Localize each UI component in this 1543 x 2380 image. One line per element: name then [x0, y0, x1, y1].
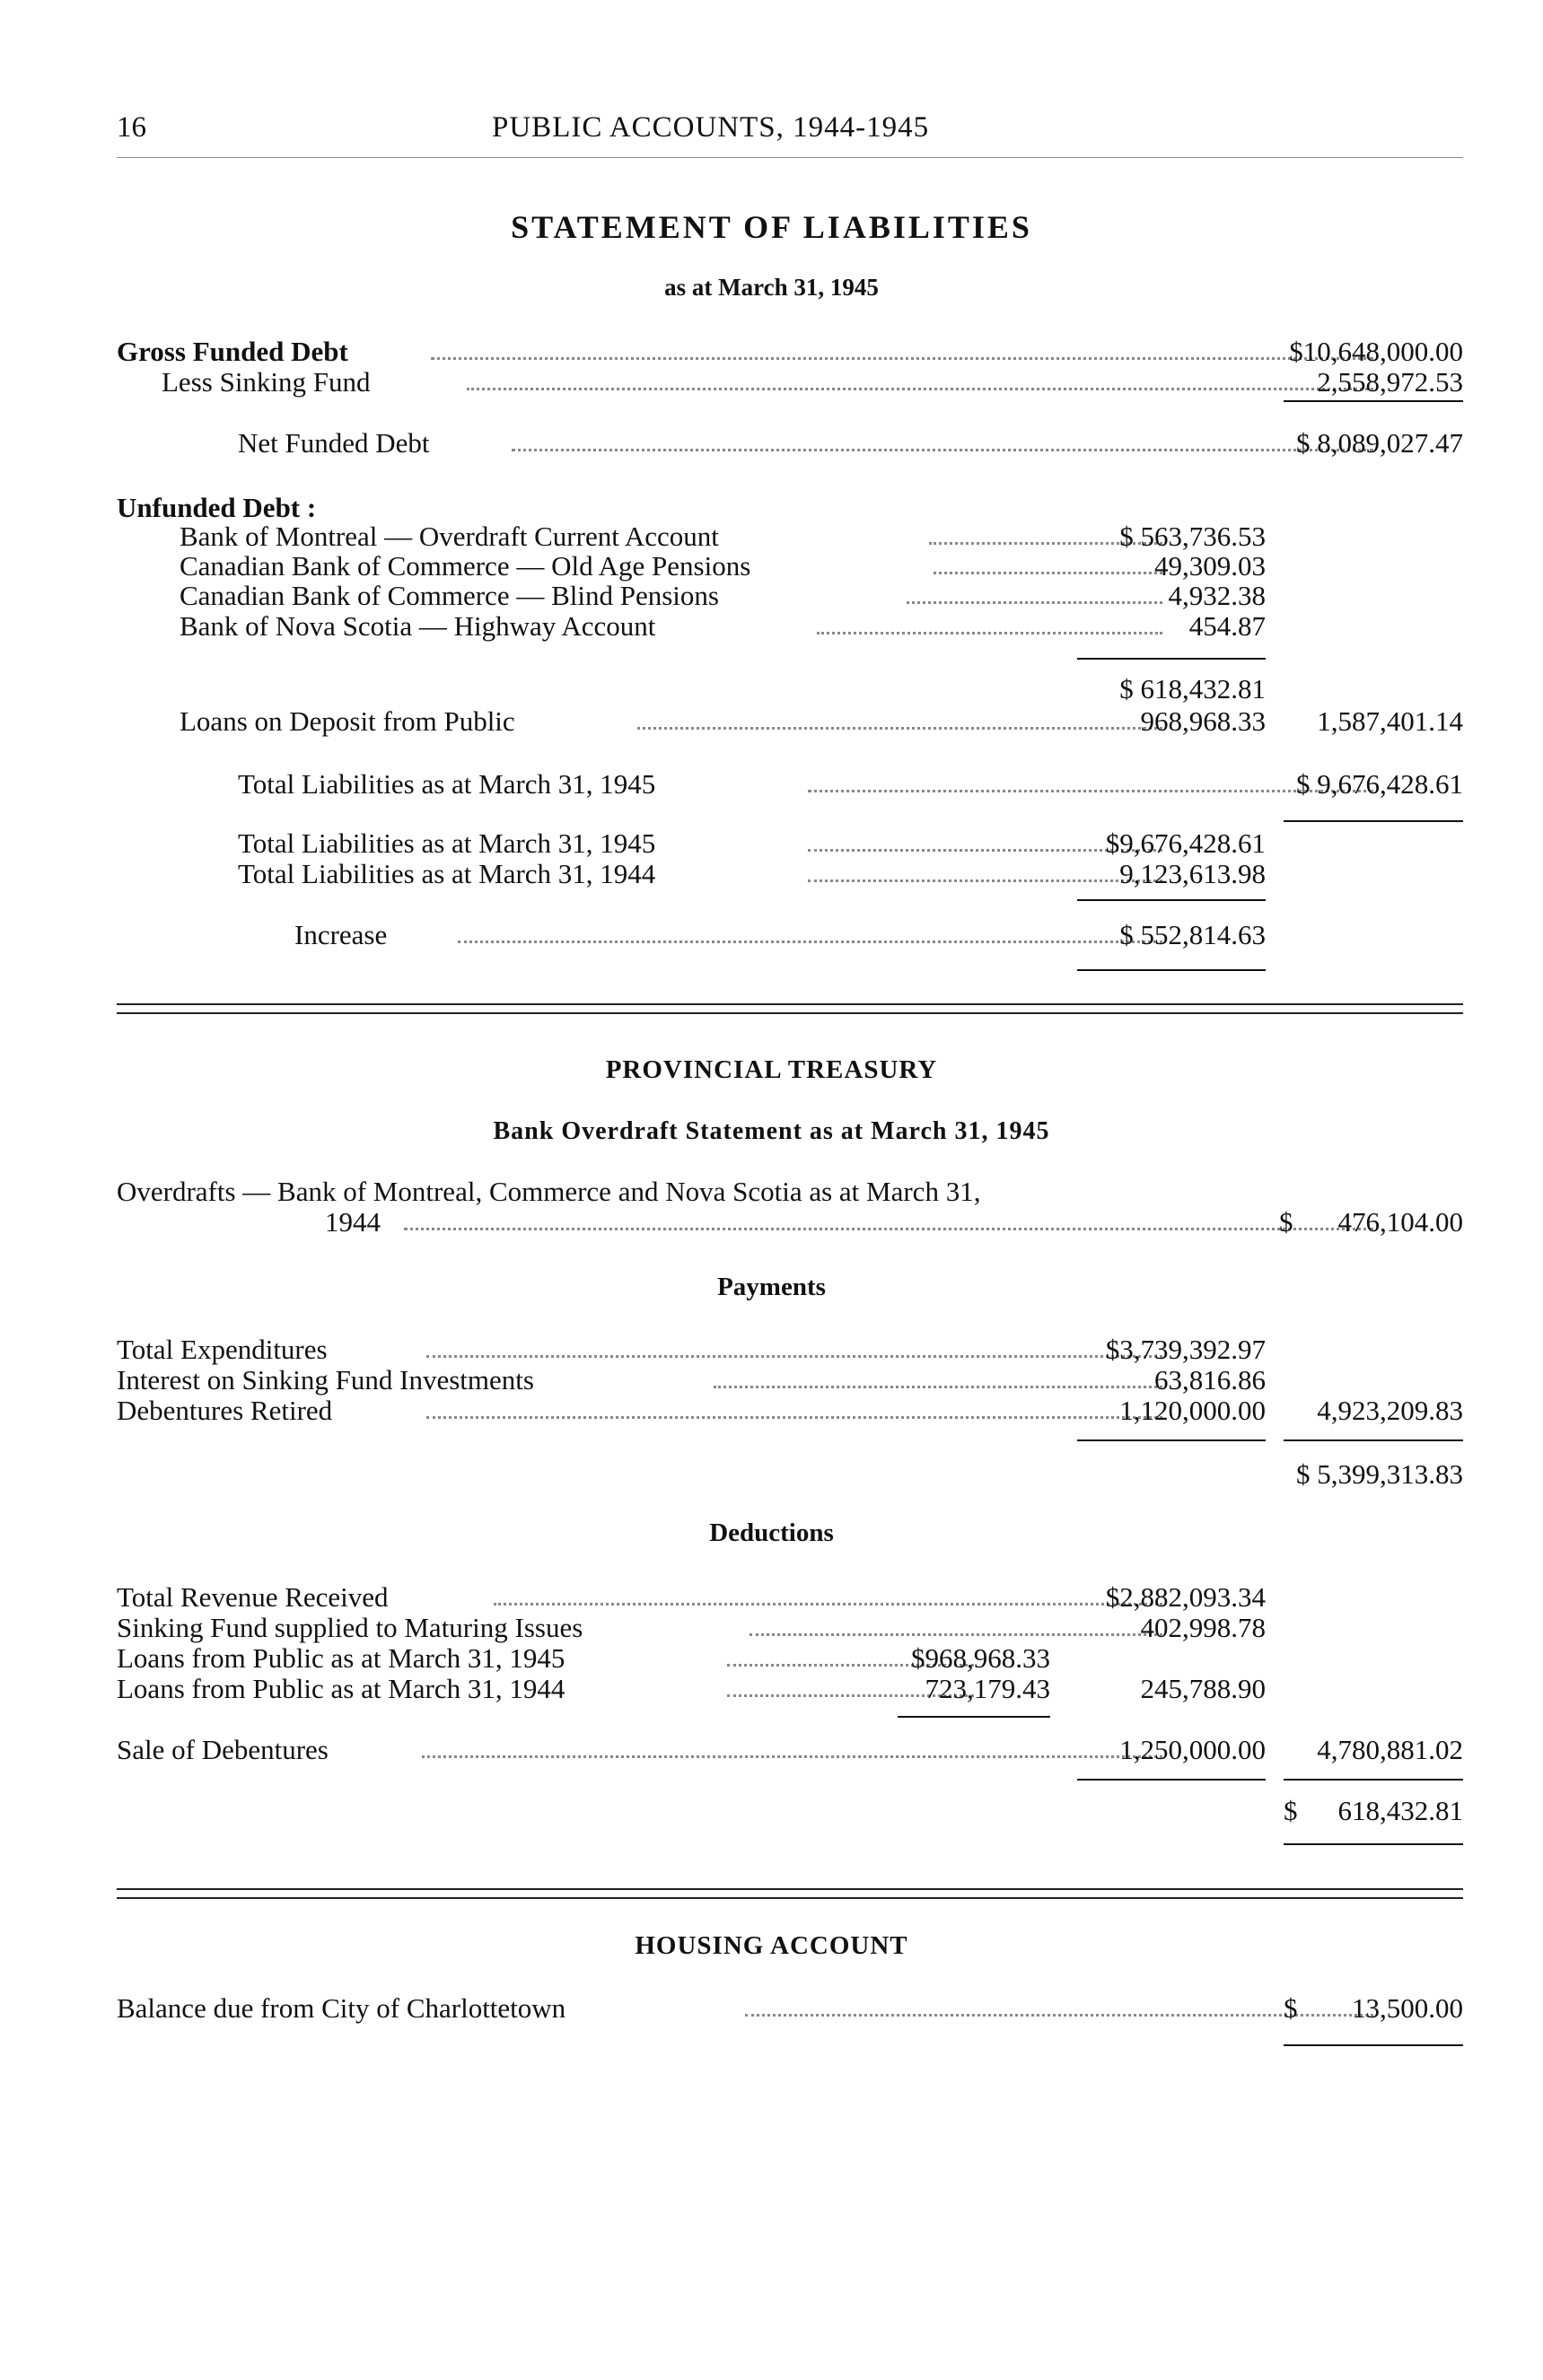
row-inner-amount: 723,179.43: [925, 1673, 1050, 1704]
row-label: Interest on Sinking Fund Investments: [117, 1364, 534, 1396]
row-amount: 63,816.86: [1154, 1364, 1266, 1396]
row-label: Sale of Debentures: [117, 1734, 329, 1765]
housing-balance-row: [117, 1992, 1463, 2025]
treasury-heading: PROVINCIAL TREASURY: [605, 1055, 938, 1084]
row-amount: $ 9,676,428.61: [1296, 768, 1463, 800]
leader-dots: [426, 1416, 1162, 1419]
row-label: Less Sinking Fund: [162, 366, 371, 398]
sum-rule: [898, 1716, 1050, 1718]
leader-dots: [467, 388, 1373, 390]
sum-rule: [1077, 969, 1266, 971]
list-item: [117, 580, 1266, 612]
dollar-sign: $: [1284, 1992, 1298, 2024]
row-label: Balance due from City of Charlottetown: [117, 1992, 566, 2024]
row-label: Total Liabilities as at March 31, 1944: [238, 858, 656, 889]
overdrafts-row: [117, 1176, 1463, 1208]
total-liabilities-row: [117, 768, 1463, 801]
deductions-heading: Deductions: [709, 1518, 834, 1547]
leader-dots: [494, 1603, 1162, 1606]
row-amount: 13,500.00: [1352, 1992, 1463, 2024]
row-amount: $9,676,428.61: [1105, 827, 1266, 859]
sum-rule: [1077, 1779, 1266, 1781]
row-total: 1,587,401.14: [1317, 705, 1463, 737]
row-amount: 4,932.38: [1168, 580, 1266, 611]
sum-rule: [1284, 1439, 1463, 1441]
row-amount: 2,558,972.53: [1317, 366, 1463, 398]
row-label: Loans from Public as at March 31, 1944: [117, 1673, 565, 1704]
row-amount: 476,104.00: [1337, 1206, 1463, 1238]
sum-rule: [1077, 1439, 1266, 1441]
housing-heading: HOUSING ACCOUNT: [635, 1931, 908, 1960]
leader-dots: [745, 2014, 1373, 2017]
list-item: [117, 550, 1266, 582]
row-label: Bank of Nova Scotia — Highway Account: [180, 610, 656, 642]
comparison-row: [117, 858, 1266, 890]
section-divider: [117, 1888, 1463, 1899]
comparison-row: [117, 827, 1266, 860]
page-number: 16: [117, 111, 146, 144]
sum-rule: [1077, 658, 1266, 660]
row-amount: 1,250,000.00: [1119, 1734, 1266, 1765]
row-amount: $ 552,814.63: [1119, 919, 1266, 950]
unfunded-subtotal-row: [117, 673, 1266, 705]
row-amount: 968,968.33: [1140, 705, 1266, 737]
row-label: Debentures Retired: [117, 1395, 333, 1426]
sum-rule: [1284, 1843, 1463, 1845]
deduction-row: [117, 1581, 1463, 1614]
payments-total-row: [117, 1458, 1463, 1491]
row-label: Total Liabilities as at March 31, 1945: [238, 768, 656, 800]
liabilities-subheading: as at March 31, 1945: [664, 274, 879, 301]
row-amount: 402,998.78: [1140, 1612, 1266, 1643]
row-total: 618,432.81: [1337, 1795, 1463, 1826]
dollar-sign: $: [1279, 1206, 1293, 1238]
row-amount: $ 8,089,027.47: [1296, 427, 1463, 459]
row-label: Sinking Fund supplied to Maturing Issues: [117, 1612, 583, 1643]
row-total: $ 5,399,313.83: [1296, 1458, 1463, 1490]
row-label: Gross Funded Debt: [117, 336, 348, 367]
list-item: [117, 521, 1266, 553]
loans-on-deposit-row: [117, 705, 1463, 738]
row-amount: $10,648,000.00: [1289, 336, 1463, 367]
row-inner-amount: $968,968.33: [911, 1642, 1050, 1674]
sum-rule: [1284, 2044, 1463, 2046]
row-amount: $ 563,736.53: [1119, 521, 1266, 552]
row-total: 4,923,209.83: [1317, 1395, 1463, 1426]
leader-dots: [431, 357, 1373, 360]
row-amount: $ 618,432.81: [1119, 673, 1266, 704]
payment-row: [117, 1364, 1463, 1396]
row-label: Net Funded Debt: [238, 427, 430, 459]
liabilities-heading: STATEMENT OF LIABILITIES: [511, 209, 1032, 245]
unfunded-debt-heading-row: [117, 492, 835, 524]
sum-rule: [1284, 400, 1463, 402]
gross-funded-debt-row: [117, 336, 1463, 368]
page-header: [117, 111, 1463, 151]
row-label: Overdrafts — Bank of Montreal, Commerce and Nova Scotia as at March 31,: [117, 1176, 981, 1207]
treasury-balance-row: [117, 1795, 1463, 1827]
row-amount: 9,123,613.98: [1119, 858, 1266, 889]
section-divider: [117, 1003, 1463, 1014]
row-amount: 245,788.90: [1140, 1673, 1266, 1704]
payment-row: [117, 1395, 1463, 1427]
row-amount: $2,882,093.34: [1105, 1581, 1266, 1613]
deduction-row: [117, 1612, 1463, 1644]
less-sinking-fund-row: [117, 366, 1463, 398]
row-label: Increase: [294, 919, 388, 950]
leader-dots: [458, 941, 1162, 943]
row-label: 1944: [325, 1206, 381, 1238]
overdrafts-row-cont: [117, 1206, 1463, 1238]
row-amount: 454.87: [1188, 610, 1266, 642]
row-amount: $3,739,392.97: [1105, 1334, 1266, 1365]
deduction-row: [117, 1673, 1463, 1705]
row-label: Bank of Montreal — Overdraft Current Account: [180, 521, 719, 552]
leader-dots: [404, 1228, 1373, 1230]
sum-rule: [1284, 820, 1463, 822]
row-amount: 1,120,000.00: [1119, 1395, 1266, 1426]
row-label: Total Revenue Received: [117, 1581, 389, 1613]
treasury-subheading: Bank Overdraft Statement as at March 31, 1945: [493, 1117, 1050, 1145]
row-label: Canadian Bank of Commerce — Old Age Pensions: [180, 550, 751, 582]
row-label: Loans on Deposit from Public: [180, 705, 515, 737]
sum-rule: [1077, 899, 1266, 901]
payment-row: [117, 1334, 1463, 1366]
row-amount: 49,309.03: [1154, 550, 1266, 582]
row-total: 4,780,881.02: [1317, 1734, 1463, 1765]
net-funded-debt-row: [117, 427, 1463, 459]
running-title: PUBLIC ACCOUNTS, 1944-1945: [492, 111, 930, 144]
leader-dots: [422, 1755, 1162, 1758]
row-label: Total Expenditures: [117, 1334, 328, 1365]
leader-dots: [512, 449, 1373, 451]
leader-dots: [426, 1355, 1162, 1358]
list-item: [117, 610, 1266, 643]
row-label: Total Liabilities as at March 31, 1945: [238, 827, 656, 859]
unfunded-debt-heading: Unfunded Debt :: [117, 492, 317, 523]
payments-heading: Payments: [717, 1273, 826, 1301]
row-label: Loans from Public as at March 31, 1945: [117, 1642, 565, 1674]
deduction-row: [117, 1642, 1463, 1675]
header-rule: [117, 157, 1463, 158]
deduction-row: [117, 1734, 1463, 1766]
increase-row: [117, 919, 1266, 951]
row-label: Canadian Bank of Commerce — Blind Pensions: [180, 580, 719, 611]
sum-rule: [1284, 1779, 1463, 1781]
dollar-sign: $: [1284, 1795, 1298, 1826]
